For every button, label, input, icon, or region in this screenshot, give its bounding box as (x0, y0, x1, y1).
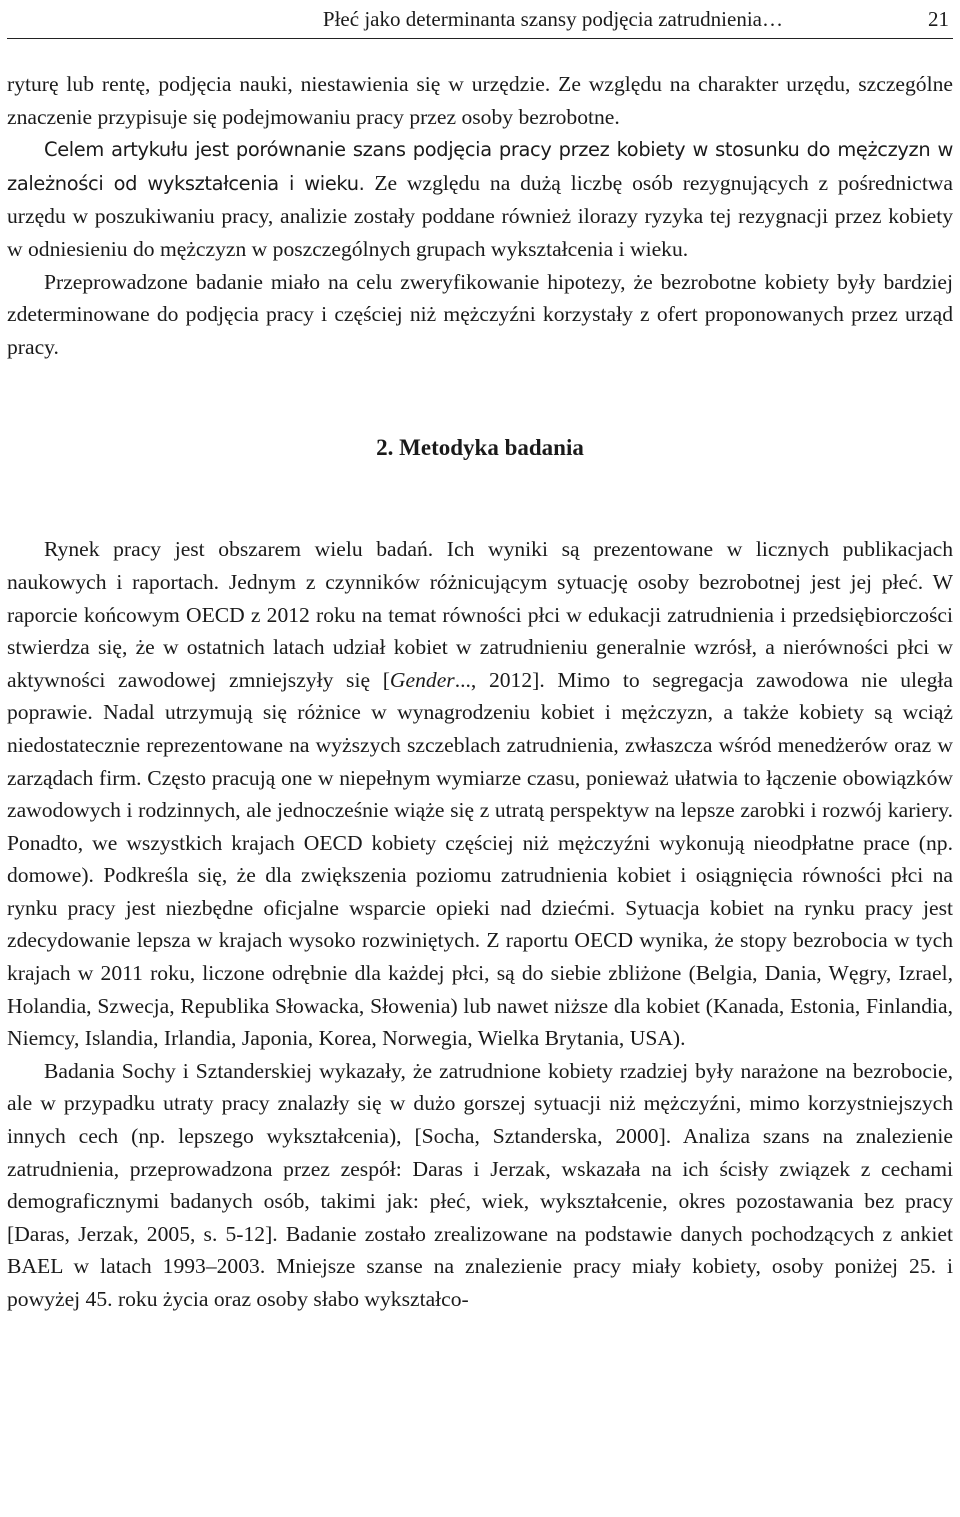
paragraph-text-sans: Celem artykułu jest porównanie szans podjęcia pracy przez kobiety w stosunku do mężczyzn w zależności od wykształcenia i wieku. (7, 138, 953, 195)
paragraph-text: Badania Sochy i Sztanderskiej wykazały, że zatrudnione kobiety rzadziej były narażone na bezrobocie, ale w przypadku utraty pracy znalazły się w dużo gorszej sytuacji niż mężczyźni, mimo korzystniejszych innych cech (np. lepszego wykształcenia), [Socha, Sztanderska, 2000]. Analiza szans na znalezienie zatrudnienia, przeprowadzona przez zespół: Daras i Jerzak, wskazała na ich ścisły związek z cechami demograficznymi badanych osób, takimi jak: płeć, wiek, wykształcenie, okres pozostawania bez pracy [Daras, Jerzak, 2005, s. 5-12]. Badanie zostało zrealizowane na podstawie danych pochodzących z ankiet BAEL w latach 1993–2003. Mniejsze szanse na znalezienie pracy miały kobiety, osoby poniżej 25. i powyżej 45. roku życia oraz osoby słabo wykształco- (7, 1058, 953, 1311)
paragraph-aim (7, 133, 953, 265)
running-header (7, 0, 953, 39)
running-title: Płeć jako determinanta szansy podjęcia zatrudnienia… (322, 7, 783, 31)
paragraph-literature (7, 533, 953, 1055)
page-number: 21 (928, 7, 949, 31)
paragraph-text: ryturę lub rentę, podjęcia nauki, niestawienia się w urzędzie. Ze względu na charakter urzędu, szczególne znaczenie przypisuje się podejmowaniu pracy przez osoby bezrobotne. (7, 72, 953, 129)
paragraph-text: ..., 2012]. Mimo to segregacja zawodowa nie uległa poprawie. Nadal utrzymują się różnice w wynagrodzeniu kobiet i mężczyzn, a także kobiety są wciąż niedostatecznie reprezentowane na wyższych szczeblach zatrudnienia, zwłaszcza wśród menedżerów oraz w zarządach firm. Często pracują one w niepełnym wymiarze czasu, ponieważ ułatwia to łączenie obowiązków zawodowych i rodzinnych, ale jednocześnie wiąże się z utratą perspektyw na lepsze zarobki i rozwój kariery. Ponadto, we wszystkich krajach OECD kobiety częściej niż mężczyźni wykonują nieodpłatne prace (np. domowe). Podkreśla się, że dla zwiększenia poziomu zatrudnienia kobiet i osiągnięcia równości płci na rynku pracy jest niezbędne oficjalne wsparcie opieki nad dziećmi. Sytuacja kobiet na rynku pracy jest zdecydowanie lepsza w krajach wysoko rozwiniętych. Z raportu OECD wynika, że stopy bezrobocia w tych krajach w 2011 roku, liczone odrębnie dla każdej płci, są do siebie zbliżone (Belgia, Dania, Węgry, Izrael, Holandia, Szwecja, Republika Słowacka, Słowenia) lub nawet niższe dla kobiet (Kanada, Estonia, Finlandia, Niemcy, Islandia, Irlandia, Japonia, Korea, Norwegia, Wielka Brytania, USA). (7, 667, 953, 1051)
article-body (7, 68, 953, 1316)
paragraph-studies (7, 1055, 953, 1316)
document-page (7, 0, 953, 1517)
paragraph-continuation (7, 68, 953, 133)
citation-title: Gender (389, 667, 455, 692)
section-heading: 2. Metodyka badania (376, 435, 584, 461)
paragraph-text: Rynek pracy jest obszarem wielu badań. Ich wyniki są prezentowane w licznych publikacjach naukowych i raportach. Jednym z czynników różnicującym sytuację osoby bezrobotnej jest jej płeć. W raporcie końcowym OECD z 2012 roku na temat równości płci w edukacji zatrudnienia i przedsiębiorczości stwierdza się, że w ostatnich latach udział kobiet w zatrudnieniu generalnie wzrósł, a nierówności płci w aktywności zawodowej zmniejszyły się [ (7, 537, 953, 692)
paragraph-text: Ze względu na dużą liczbę osób rezygnujących z pośrednictwa urzędu w poszukiwaniu pracy, analizie zostały poddane również ilorazy ryzyka tej rezygnacji przez kobiety w odniesieniu do mężczyzn w poszczególnych grupach wykształcenia i wieku. (7, 170, 953, 261)
paragraph-hypothesis (7, 266, 953, 364)
paragraph-text: Przeprowadzone badanie miało na celu zweryfikowanie hipotezy, że bezrobotne kobiety były bardziej zdeterminowane do podjęcia pracy i częściej niż mężczyźni korzystały z ofert proponowanych przez urząd pracy. (7, 269, 953, 359)
